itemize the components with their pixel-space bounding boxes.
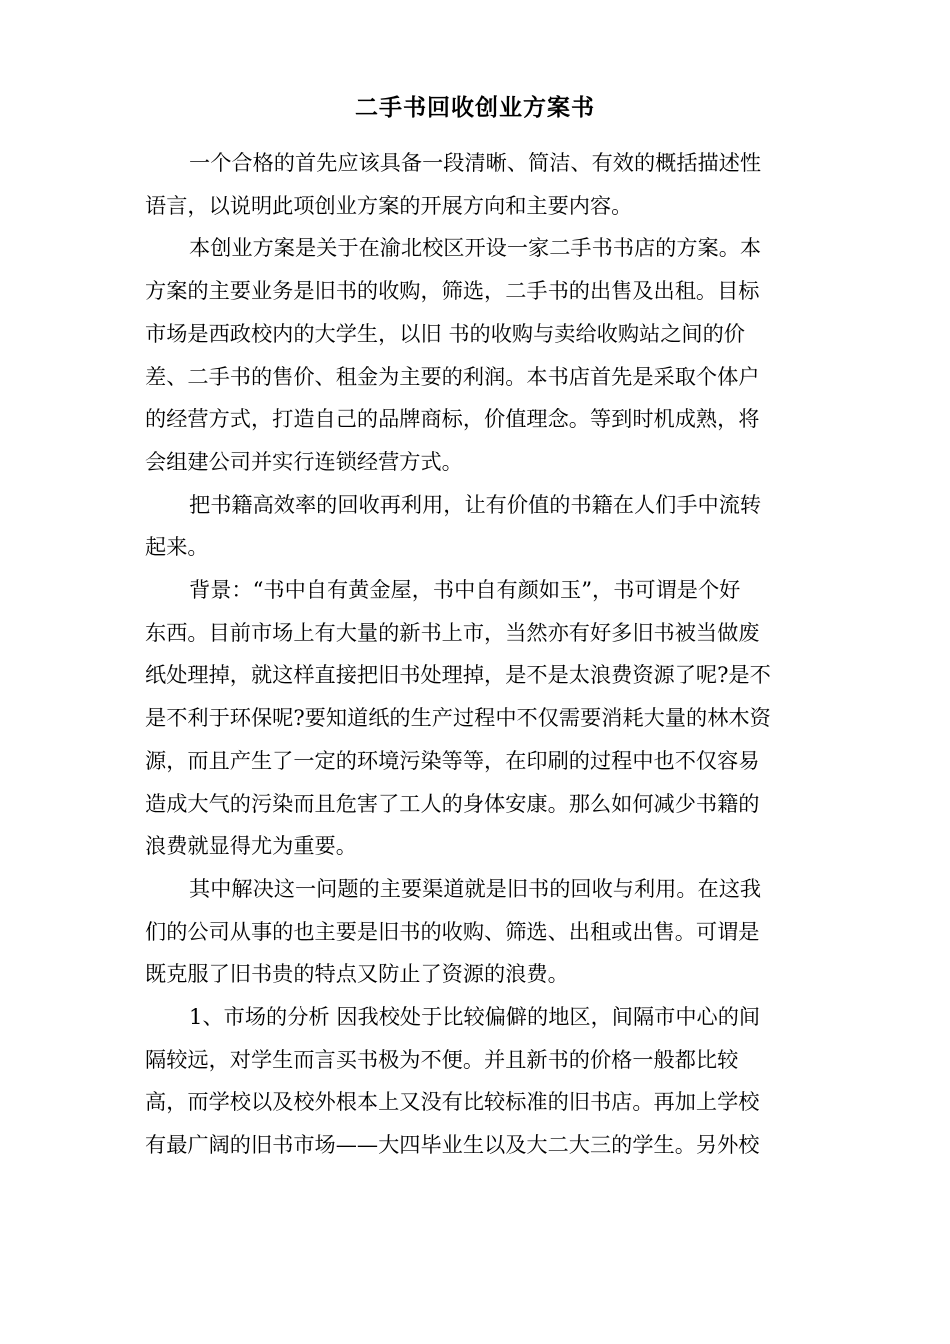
text-line: 浪费就显得尤为重要。 bbox=[145, 833, 357, 859]
text-line: 其中解决这一问题的主要渠道就是旧书的回收与利用。在这我 bbox=[189, 875, 762, 901]
text-line: 高，而学校以及校外根本上又没有比较标准的旧书店。再加上学校 bbox=[145, 1089, 760, 1115]
paragraph bbox=[145, 484, 809, 569]
text-line: 本创业方案是关于在渝北校区开设一家二手书书店的方案。本 bbox=[189, 235, 762, 261]
text-line: 是不利于环保呢?要知道纸的生产过程中不仅需要消耗大量的林木资 bbox=[145, 705, 771, 731]
paragraph bbox=[145, 569, 809, 868]
text-line: 1、市场的分析 因我校处于比较偏僻的地区，间隔市中心的间 bbox=[189, 1004, 761, 1030]
text-line: 背景：“书中自有黄金屋，书中自有颜如玉”，书可谓是个好 bbox=[189, 577, 741, 603]
text-line: 纸处理掉，就这样直接把旧书处理掉，是不是太浪费资源了呢?是不 bbox=[145, 662, 771, 688]
text-line: 一个合格的首先应该具备一段清晰、简洁、有效的概括描述性 bbox=[189, 150, 762, 175]
paragraph bbox=[145, 142, 809, 227]
document-title: 二手书回收创业方案书 bbox=[355, 94, 595, 121]
text-line: 把书籍高效率的回收再利用，让有价值的书籍在人们手中流转 bbox=[189, 491, 762, 517]
paragraph bbox=[145, 868, 809, 996]
text-line: 语言，以说明此项创业方案的开展方向和主要内容。 bbox=[145, 192, 633, 218]
text-line: 的经营方式，打造自己的品牌商标，价值理念。等到时机成熟，将 bbox=[145, 406, 760, 432]
paragraph bbox=[145, 227, 809, 483]
text-line: 起来。 bbox=[145, 534, 209, 560]
text-line: 差、二手书的售价、租金为主要的利润。本书店首先是采取个体户 bbox=[145, 363, 760, 389]
text-line: 既克服了旧书贵的特点又防止了资源的浪费。 bbox=[145, 961, 569, 987]
text-line: 东西。目前市场上有大量的新书上市，当然亦有好多旧书被当做废 bbox=[145, 619, 760, 645]
text-line: 源，而且产生了一定的环境污染等等，在印刷的过程中也不仅容易 bbox=[145, 747, 760, 773]
text-line: 会组建公司并实行连锁经营方式。 bbox=[145, 448, 463, 474]
text-line: 造成大气的污染而且危害了工人的身体安康。那么如何减少书籍的 bbox=[145, 790, 760, 816]
text-line: 方案的主要业务是旧书的收购，筛选，二手书的出售及出租。目标 bbox=[145, 278, 760, 304]
text-line: 隔较远，对学生而言买书极为不便。并且新书的价格一般都比较 bbox=[145, 1046, 739, 1072]
text-line: 有最广阔的旧书市场——大四毕业生以及大二大三的学生。另外校 bbox=[145, 1132, 760, 1158]
text-line: 们的公司从事的也主要是旧书的收购、筛选、出租或出售。可谓是 bbox=[145, 918, 760, 944]
paragraph bbox=[145, 996, 809, 1167]
text-line: 市场是西政校内的大学生，以旧 书的收购与卖给收购站之间的价 bbox=[145, 320, 745, 346]
document-body bbox=[145, 142, 809, 1167]
